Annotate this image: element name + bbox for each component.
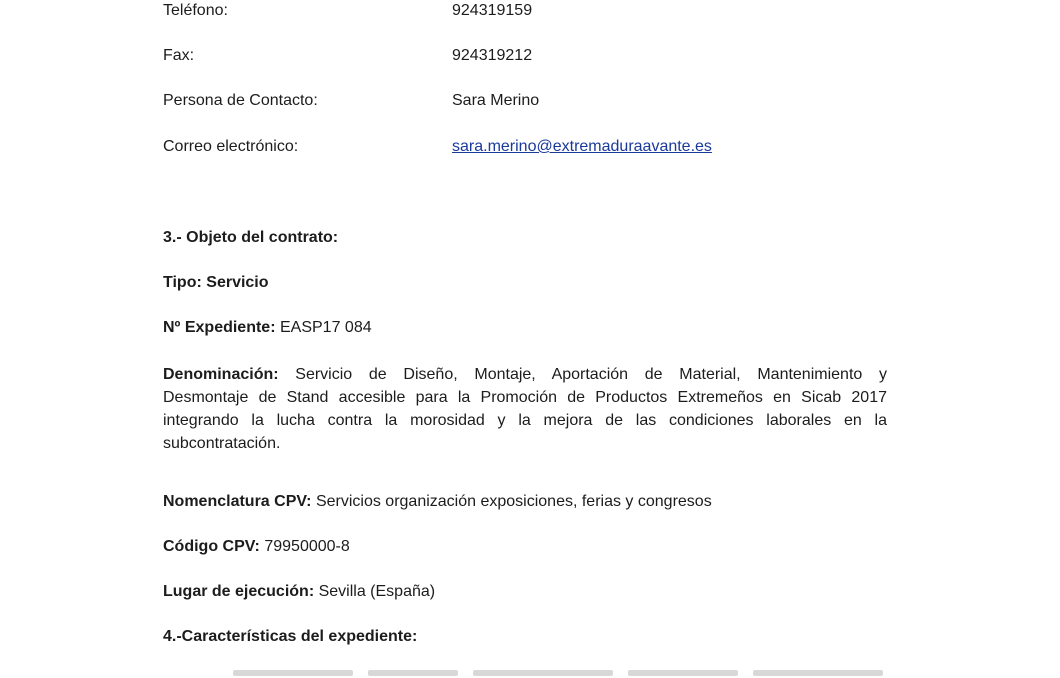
denominacion-line-2	[163, 386, 887, 409]
denominacion-line-3	[163, 409, 887, 432]
expediente-label: Nº Expediente:	[163, 319, 276, 336]
tipo-label: Tipo:	[163, 274, 202, 291]
section-4-heading: 4.-Características del expediente:	[163, 628, 418, 645]
codigo-cpv-field	[163, 537, 350, 557]
telefono-value: 924319159	[452, 2, 533, 19]
nomenclatura-label: Nomenclatura CPV:	[163, 493, 312, 510]
correo-link[interactable]: sara.merino@extremaduraavante.es	[452, 138, 712, 155]
expediente-value: EASP17 084	[279, 319, 372, 336]
denominacion-line-4	[163, 432, 887, 455]
denominacion-label: Denominación:	[163, 366, 279, 383]
section-3-heading: 3.- Objeto del contrato:	[163, 229, 339, 246]
codigo-cpv-value: 79950000-8	[264, 538, 350, 555]
denominacion-text-1: Servicio de Diseño, Montaje, Aportación de Material, Mantenimiento y	[295, 366, 887, 383]
nomenclatura-value: Servicios organización exposiciones, ferias y congresos	[315, 493, 712, 510]
denominacion-text-4: subcontratación.	[163, 435, 281, 452]
persona-contacto-value: Sara Merino	[452, 92, 540, 109]
nomenclatura-field	[163, 492, 712, 512]
lugar-ejecucion-field	[163, 582, 435, 602]
tipo-field	[163, 273, 269, 293]
tipo-value: Servicio	[206, 274, 269, 291]
persona-contacto-label: Persona de Contacto:	[163, 92, 318, 109]
fax-label: Fax:	[163, 47, 195, 64]
cut-off-text-line	[163, 664, 887, 678]
expediente-field	[163, 318, 372, 338]
codigo-cpv-label: Código CPV:	[163, 538, 260, 555]
correo-label: Correo electrónico:	[163, 138, 299, 155]
denominacion-paragraph	[163, 363, 887, 455]
denominacion-line-1	[163, 363, 887, 386]
denominacion-text-2: Desmontaje de Stand accesible para la Promoción de Productos Extremeños en Sicab 2017	[163, 389, 887, 406]
denominacion-text-3: integrando la lucha contra la morosidad y la mejora de las condiciones laborales en la	[163, 412, 887, 429]
lugar-ejecucion-label: Lugar de ejecución:	[163, 583, 315, 600]
fax-value: 924319212	[452, 47, 533, 64]
lugar-ejecucion-value: Sevilla (España)	[318, 583, 436, 600]
telefono-label: Teléfono:	[163, 2, 228, 19]
